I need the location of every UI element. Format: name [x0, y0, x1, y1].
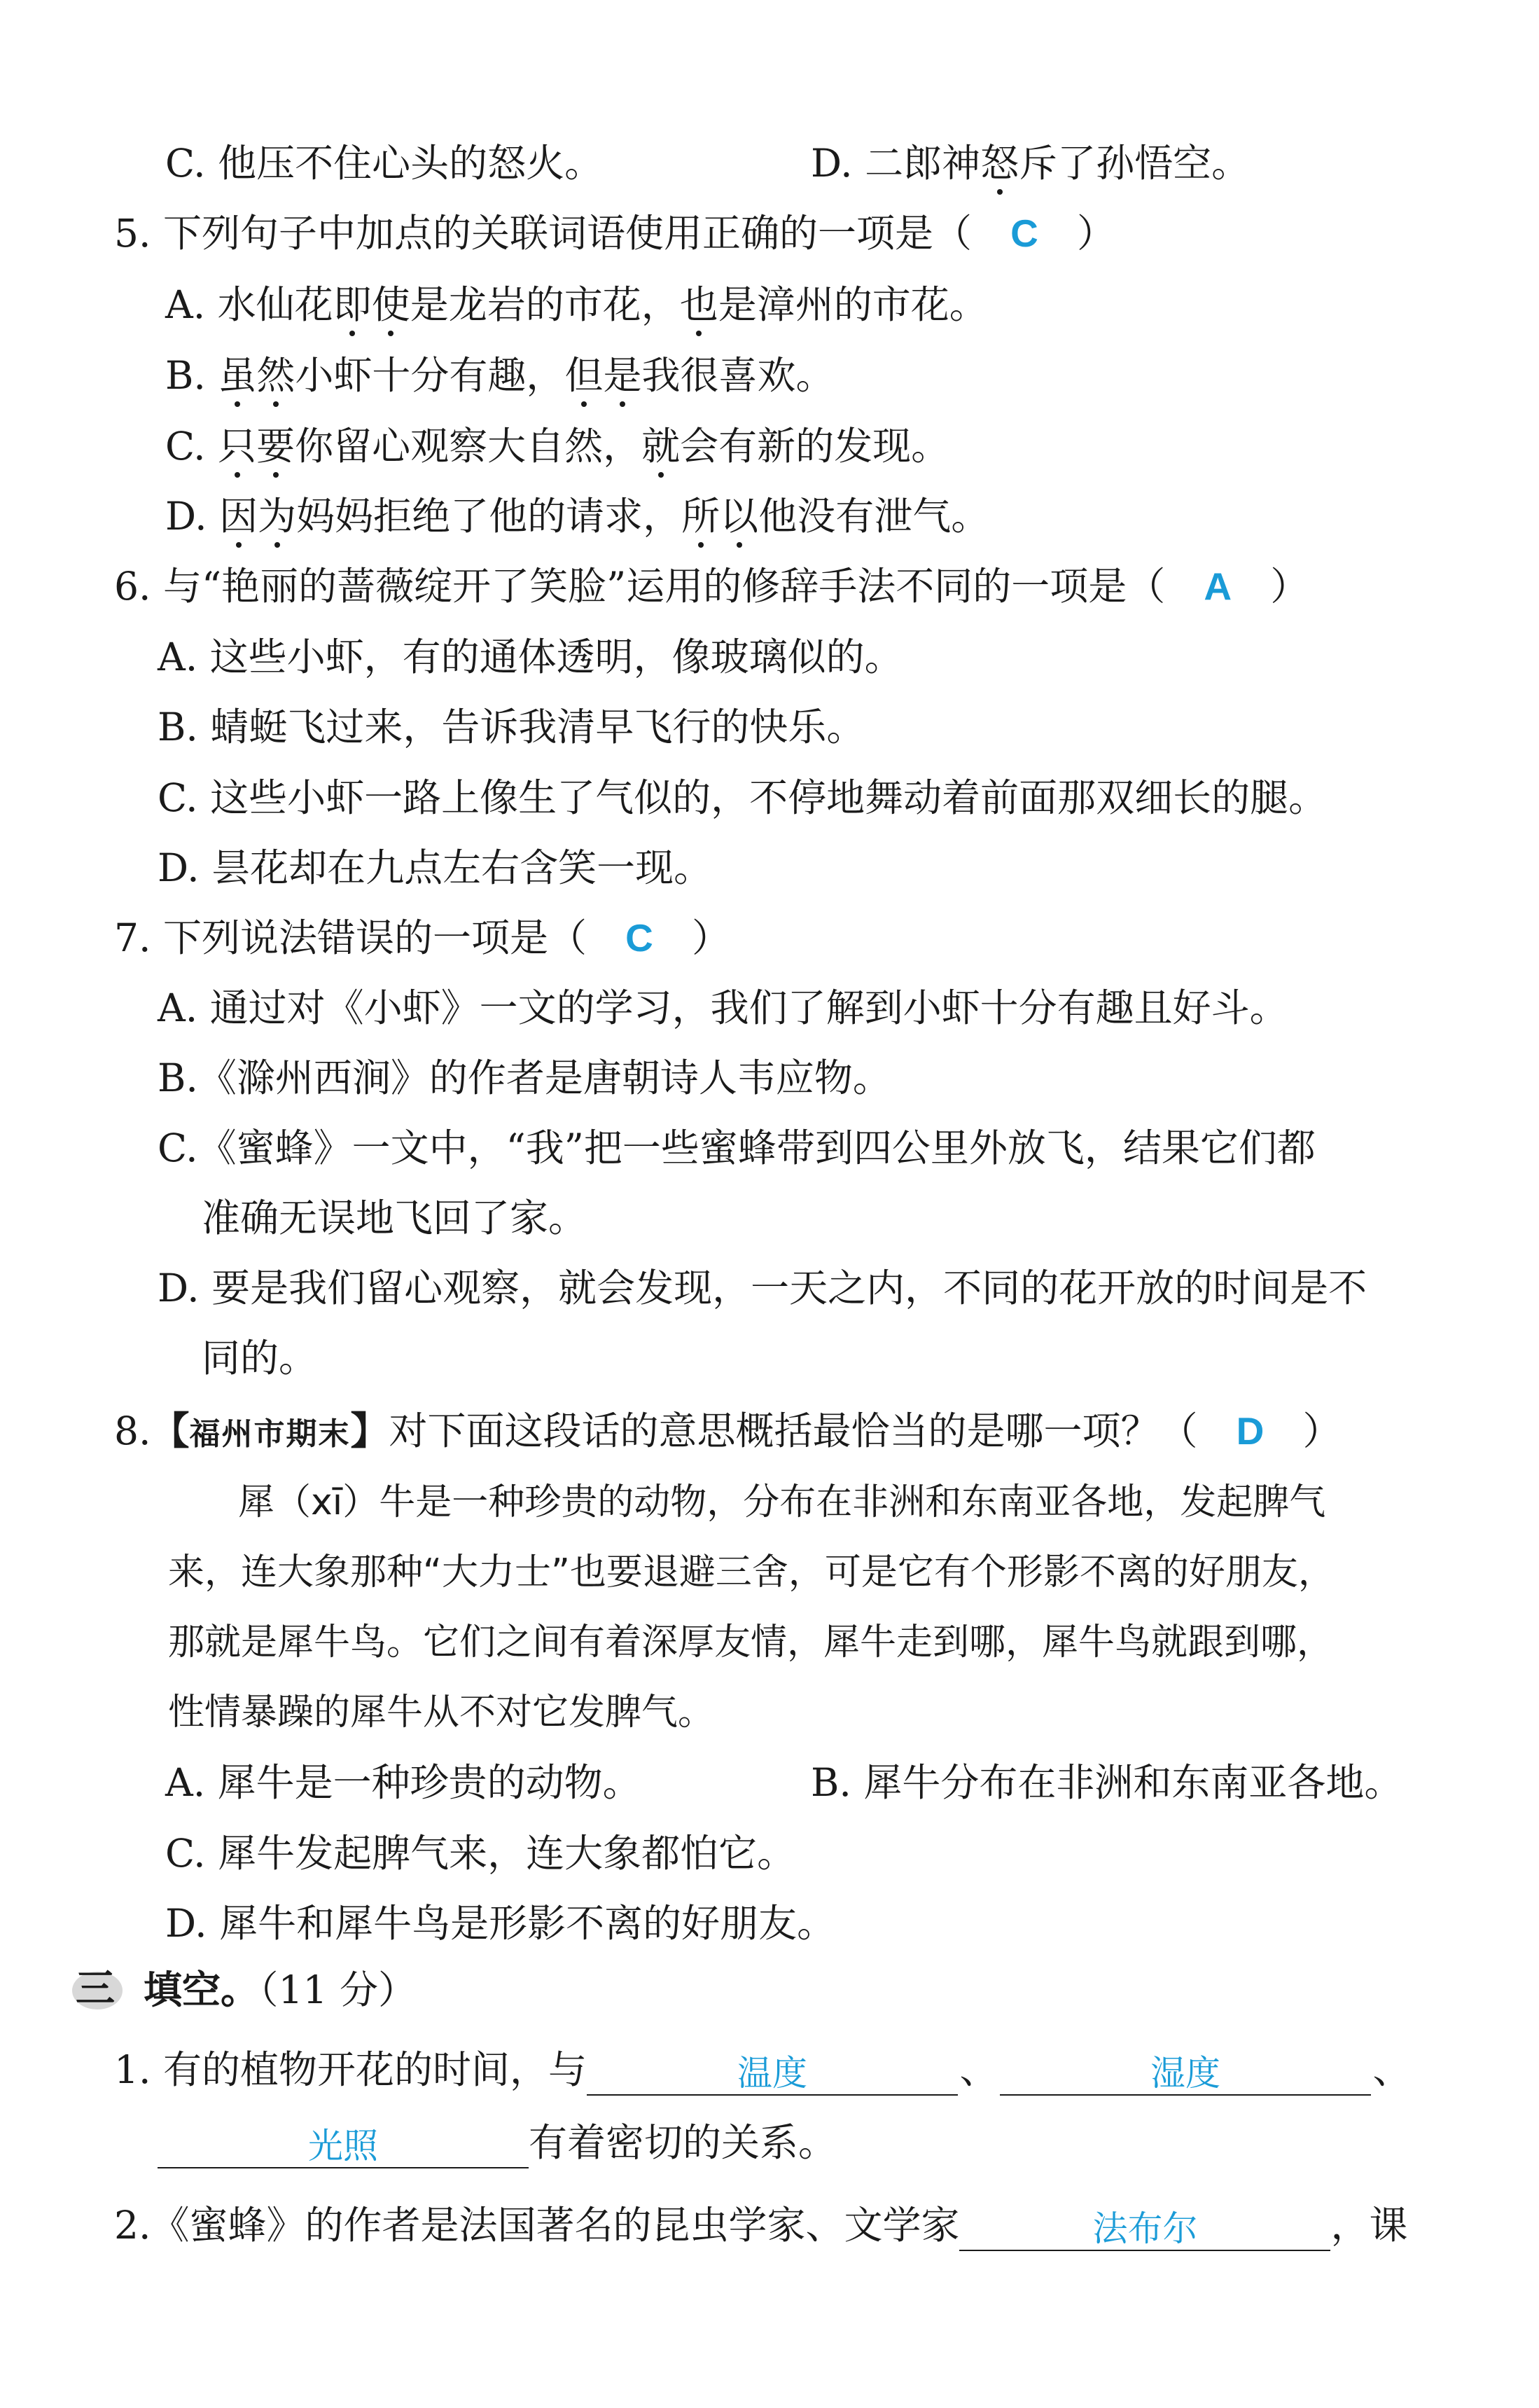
- fill1-sep1: 、: [959, 2047, 998, 2092]
- q8-tag-text: 福州市期末: [189, 1416, 351, 1452]
- fill1-sep2: 、: [1372, 2047, 1412, 2092]
- q5-d-0: D.: [165, 494, 220, 539]
- fill1-text2: 有着密切的关系。: [529, 2120, 837, 2165]
- q8-passage-line-3: 那就是犀牛鸟。它们之间有着深厚友情，犀牛走到哪，犀牛鸟就跟到哪，: [168, 1621, 1334, 1663]
- q6-option-c: C. 这些小虾一路上像生了气似的，不停地舞动着前面那双细长的腿。: [158, 775, 1328, 820]
- q4-option-d: [811, 140, 1250, 186]
- q7-option-b: B.《滁州西涧》的作者是唐朝诗人韦应物。: [158, 1056, 891, 1100]
- q5-b-dot-2: 但: [564, 353, 604, 398]
- q5-option-c: [165, 423, 949, 469]
- q8-passage-line-1: 犀（xī）牛是一种珍贵的动物，分布在非洲和东南亚各地，发起脾气: [238, 1481, 1326, 1523]
- q7-stem: [114, 915, 730, 961]
- q8-close: ）: [1302, 1409, 1342, 1453]
- q8-number: 8.: [114, 1409, 151, 1453]
- q6-option-a: A. 这些小虾，有的通体透明，像玻璃似的。: [158, 635, 903, 679]
- q7-option-a: A. 通过对《小虾》一文的学习，我们了解到小虾十分有趣且好斗。: [158, 985, 1288, 1030]
- q8-option-b: B. 犀牛分布在非洲和东南亚各地。: [811, 1760, 1403, 1805]
- q7-option-c-line1: C.《蜜蜂》一文中，“我”把一些蜜蜂带到四公里外放飞，结果它们都: [158, 1126, 1316, 1170]
- q5-c-dot-1: 要: [256, 424, 295, 469]
- q6-close: ）: [1270, 564, 1309, 609]
- section3-header: [144, 1967, 417, 2013]
- q7-close: ）: [691, 915, 730, 960]
- q5-stem: [114, 210, 1115, 256]
- fill2-blank-1[interactable]: 法布尔: [959, 2208, 1330, 2251]
- q5-b-2: 小虾十分有趣，: [295, 353, 565, 398]
- fill1-line1: [114, 2044, 1413, 2096]
- q5-c-4: 会有新的发现。: [680, 424, 950, 469]
- q4-option-c: C. 他压不住心头的怒火。: [165, 141, 604, 186]
- q5-stem-text: 5. 下列句子中加点的关联词语使用正确的一项是（: [114, 211, 972, 256]
- q5-option-a: [165, 282, 988, 328]
- q5-d-dot-0: 因: [219, 494, 258, 539]
- q5-a-dot-1: 使: [371, 282, 410, 327]
- fill1-blank-3[interactable]: 光照: [158, 2125, 529, 2168]
- q5-d-dot-3: 以: [720, 494, 759, 539]
- q5-c-0: C.: [165, 424, 218, 469]
- fill1-blank-1[interactable]: 温度: [587, 2052, 958, 2096]
- q7-stem-text: 7. 下列说法错误的一项是（: [114, 915, 587, 960]
- q8-source-tag: [151, 1409, 389, 1453]
- q4-d-prefix: D. 二郎神: [811, 141, 981, 186]
- q5-b-4: 我很喜欢。: [641, 353, 835, 398]
- q5-answer: C: [1010, 212, 1038, 255]
- q8-passage-line-2: 来，连大象那种“大力士”也要退避三舍，可是它有个形影不离的好朋友，: [168, 1551, 1335, 1593]
- q6-answer: A: [1204, 565, 1232, 608]
- q5-option-b: [165, 352, 834, 399]
- q5-a-0: A. 水仙花: [165, 282, 333, 327]
- q7-option-d-line2: 同的。: [202, 1336, 318, 1381]
- q7-answer: C: [625, 916, 653, 960]
- q5-d-dot-1: 为: [258, 494, 297, 539]
- q8-stem-text: 对下面这段话的意思概括最恰当的是哪一项？（: [389, 1409, 1198, 1453]
- q5-b-dot-3: 是: [603, 353, 642, 398]
- q5-a-2: 是龙岩的市花，: [410, 282, 680, 327]
- fill2-text2: ，课: [1330, 2203, 1408, 2248]
- q6-stem-text: 6. 与“艳丽的蔷薇绽开了笑脸”运用的修辞手法不同的一项是（: [114, 564, 1166, 609]
- section-number-char: 三: [76, 1966, 115, 2012]
- q5-close: ）: [1076, 211, 1115, 256]
- q8-stem: [114, 1408, 1342, 1454]
- fill1-line2: [158, 2117, 837, 2168]
- q5-a-dot-2: 也: [679, 282, 718, 327]
- fill1-text1: 1. 有的植物开花的时间，与: [114, 2047, 587, 2092]
- q5-b-0: B.: [165, 353, 218, 398]
- q6-option-d: D. 昙花却在九点左右含笑一现。: [158, 845, 713, 890]
- q5-d-4: 他没有泄气。: [758, 494, 990, 539]
- section3-title: 填空。: [144, 1967, 260, 2012]
- q8-tag-open: 【: [151, 1409, 190, 1453]
- fill2-line1: [114, 2199, 1408, 2251]
- q5-c-dot-2: 就: [641, 424, 681, 469]
- fill1-blank-2[interactable]: 湿度: [1000, 2052, 1371, 2096]
- q7-option-d-line1: D. 要是我们留心观察，就会发现，一天之内，不同的花开放的时间是不: [158, 1266, 1367, 1310]
- q5-c-dot-0: 只: [218, 424, 257, 469]
- q6-stem: [114, 563, 1309, 609]
- q8-tag-close: 】: [350, 1409, 389, 1453]
- q4-d-dotted: 怒: [980, 141, 1019, 186]
- q6-option-b: B. 蜻蜓飞过来，告诉我清早飞行的快乐。: [158, 705, 865, 749]
- q5-b-dot-0: 虽: [218, 353, 257, 398]
- q8-option-d: D. 犀牛和犀牛鸟是形影不离的好朋友。: [165, 1901, 836, 1946]
- section-number-icon: [70, 1967, 125, 2012]
- q4-d-suffix: 斥了孙悟空。: [1019, 141, 1251, 186]
- q5-d-dot-2: 所: [681, 494, 720, 539]
- section3-score: （11 分）: [259, 1967, 417, 2012]
- q5-a-4: 是漳州的市花。: [718, 282, 988, 327]
- q7-option-c-line2: 准确无误地飞回了家。: [202, 1196, 587, 1240]
- fill2-text1: 2.《蜜蜂》的作者是法国著名的昆虫学家、文学家: [114, 2203, 960, 2248]
- q5-d-2: 妈妈拒绝了他的请求，: [296, 494, 682, 539]
- q5-a-dot-0: 即: [333, 282, 372, 327]
- q5-b-dot-1: 然: [256, 353, 295, 398]
- q5-c-2: 你留心观察大自然，: [295, 424, 642, 469]
- q8-passage-line-4: 性情暴躁的犀牛从不对它发脾气。: [168, 1691, 715, 1734]
- q8-option-c: C. 犀牛发起脾气来，连大象都怕它。: [165, 1831, 796, 1876]
- q5-option-d: [165, 493, 989, 539]
- q8-answer: D: [1236, 1409, 1265, 1453]
- q8-option-a: A. 犀牛是一种珍贵的动物。: [165, 1760, 641, 1805]
